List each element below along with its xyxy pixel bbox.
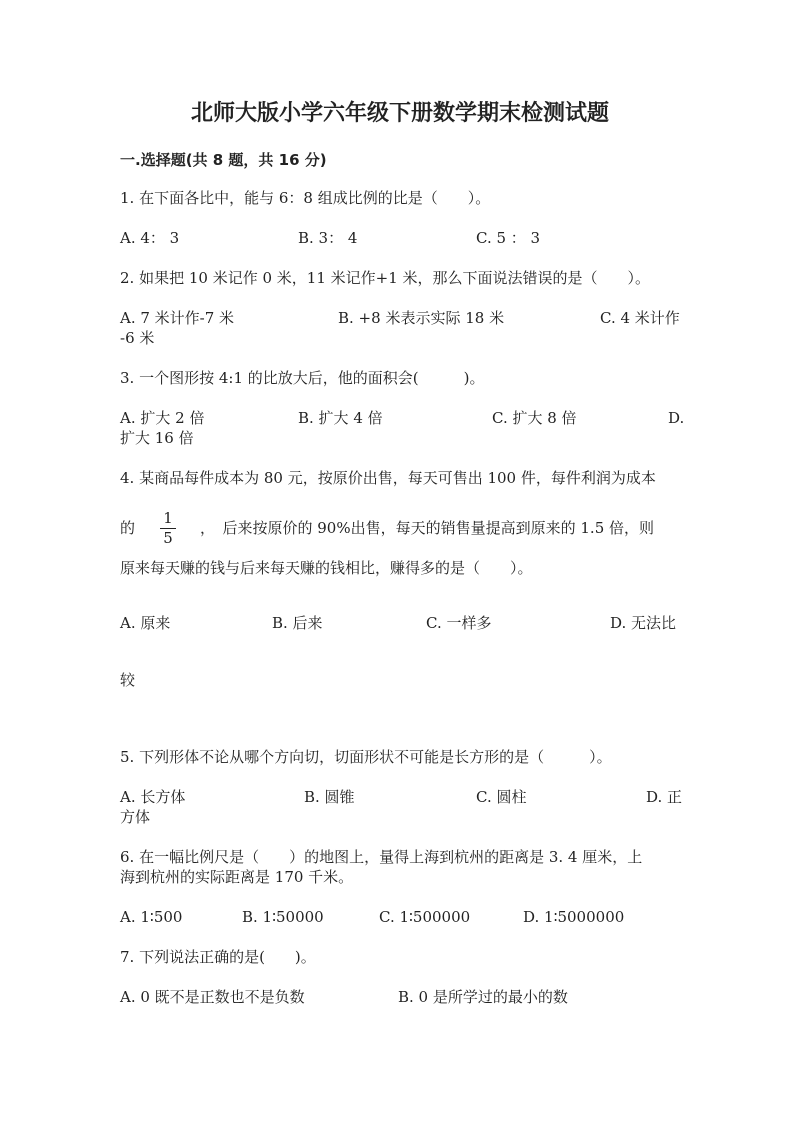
question-4-line-1: 4. 某商品每件成本为 80 元，按原价出售，每天可售出 100 件，每件利润为成本 xyxy=(120,469,656,487)
question-4-option-b: B. 后来 xyxy=(272,614,323,632)
question-3-stem: 3. 一个图形按 4:1 的比放大后，他的面积会( )。 xyxy=(120,369,485,387)
question-3-option-a: A. 扩大 2 倍 xyxy=(120,409,205,427)
question-2-stem: 2. 如果把 10 米记作 0 米，11 米记作+1 米，那么下面说法错误的是（ ）。 xyxy=(120,269,651,287)
exam-title: 北师大版小学六年级下册数学期末检测试题 xyxy=(190,101,609,126)
question-5-option-d: D. 正 xyxy=(646,788,683,806)
question-4-option-d-wrap: 较 xyxy=(120,671,136,689)
question-2-option-b: B. +8 米表示实际 18 米 xyxy=(338,309,505,327)
question-6-line-1: 6. 在一幅比例尺是（ ）的地图上，量得上海到杭州的距离是 3. 4 厘米，上 xyxy=(120,848,643,866)
question-6-option-b: B. 1∶50000 xyxy=(242,908,324,926)
question-5-option-b: B. 圆锥 xyxy=(304,788,355,806)
question-4-option-d: D. 无法比 xyxy=(610,614,677,632)
section-heading: 一.选择题(共 8 题，共 16 分) xyxy=(120,151,327,169)
question-5-option-d-wrap: 方体 xyxy=(120,808,151,826)
fraction-one-fifth xyxy=(158,510,178,547)
question-6-option-c: C. 1∶500000 xyxy=(379,908,471,926)
question-1-option-b: B. 3： 4 xyxy=(298,229,358,247)
question-5-stem: 5. 下列形体不论从哪个方向切，切面形状不可能是长方形的是（ ）。 xyxy=(120,748,612,766)
question-4-line-3: 原来每天赚的钱与后来每天赚的钱相比，赚得多的是（ ）。 xyxy=(120,559,533,577)
question-4-option-c: C. 一样多 xyxy=(426,614,492,632)
fraction-denominator: 5 xyxy=(163,529,173,547)
question-6-option-d: D. 1∶5000000 xyxy=(523,908,625,926)
question-6-line-2: 海到杭州的实际距离是 170 千米。 xyxy=(120,868,354,886)
question-3-option-d: D. xyxy=(668,409,685,427)
question-2-option-a: A. 7 米计作-7 米 xyxy=(120,309,235,327)
question-5-option-a: A. 长方体 xyxy=(120,788,186,806)
question-3-option-b: B. 扩大 4 倍 xyxy=(298,409,383,427)
fraction-numerator: 1 xyxy=(163,509,173,527)
question-1-option-a: A. 4： 3 xyxy=(120,229,180,247)
question-3-option-c: C. 扩大 8 倍 xyxy=(492,409,577,427)
question-2-option-c-wrap: -6 米 xyxy=(120,329,155,347)
question-1-stem: 1. 在下面各比中，能与 6：8 组成比例的比是（ ）。 xyxy=(120,189,491,207)
question-3-option-d-wrap: 扩大 16 倍 xyxy=(120,429,194,447)
question-4-line-2-end: ， 后来按原价的 90%出售，每天的销售量提高到原来的 1.5 倍，则 xyxy=(200,519,655,537)
question-6-option-a: A. 1∶500 xyxy=(120,908,183,926)
question-7-option-a: A. 0 既不是正数也不是负数 xyxy=(120,988,305,1006)
question-7-option-b: B. 0 是所学过的最小的数 xyxy=(398,988,568,1006)
question-1-option-c: C. 5 ： 3 xyxy=(476,229,541,247)
question-5-option-c: C. 圆柱 xyxy=(476,788,527,806)
question-7-stem: 7. 下列说法正确的是( )。 xyxy=(120,948,316,966)
question-4-option-a: A. 原来 xyxy=(120,614,171,632)
question-4-line-2-start: 的 xyxy=(120,519,136,537)
question-2-option-c: C. 4 米计作 xyxy=(600,309,680,327)
